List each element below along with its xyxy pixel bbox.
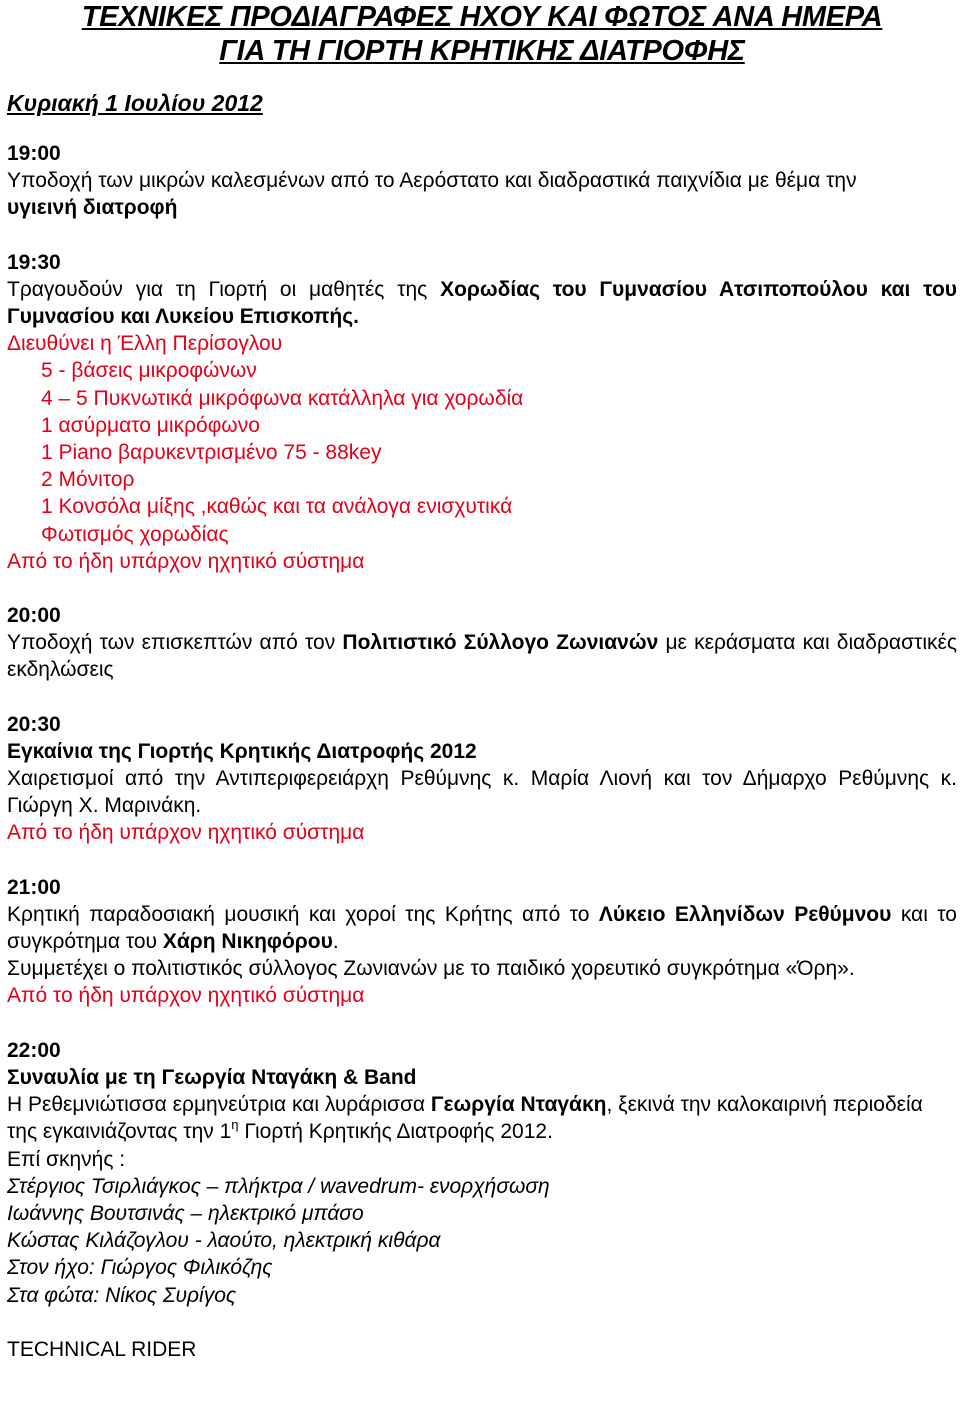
section-2000-body: Υποδοχή των επισκεπτών από τον xyxy=(7,631,336,655)
band-member: Στέργιος Τσιρλιάγκος – πλήκτρα / wavedrum- ενορχήσωση xyxy=(7,1174,550,1198)
equipment-list xyxy=(7,357,957,547)
section-2000-text xyxy=(7,629,957,683)
section-2100-bold-2: Χάρη Νικηφόρου xyxy=(162,930,333,954)
section-2000 xyxy=(7,602,957,684)
section-2200 xyxy=(7,1037,957,1309)
section-2200-body-2: , ξεκινά την καλοκαιρινή περιοδεία της εγκαινιάζοντας την 1 xyxy=(7,1093,923,1144)
equipment-item: 5 - βάσεις μικροφώνων xyxy=(41,359,257,383)
section-2200-body: Η Ρεθεμνιώτισσα ερμηνεύτρια και λυράρισσα xyxy=(7,1093,426,1117)
section-1930-body: Τραγουδούν για τη Γιορτή οι μαθητές της xyxy=(7,277,428,301)
band-members xyxy=(7,1173,957,1309)
band-member: Στον ήχο: Γιώργος Φιλικόζης xyxy=(7,1256,273,1280)
event-date: Κυριακή 1 Ιουλίου 2012 xyxy=(7,90,263,116)
document-page xyxy=(7,0,957,1363)
section-2100-text-2: Συμμετέχει ο πολιτιστικός σύλλογος Ζωνιανών με το παιδικό χορευτικό συγκρότημα «Όρη». xyxy=(7,957,855,981)
time-1900: 19:00 xyxy=(7,142,61,165)
choir-director: Διευθύνει η Έλλη Περίσογλου xyxy=(7,332,283,356)
equipment-item: 1 Piano βαρυκεντρισμένο 75 - 88key xyxy=(41,441,382,465)
section-2100-body-2: και το συγκρότημα του xyxy=(7,902,957,954)
existing-system-note: Από το ήδη υπάρχον ηχητικό σύστημα xyxy=(7,984,365,1008)
section-1900-text xyxy=(7,167,957,221)
band-member: Κώστας Κιλάζογλου - λαούτο, ηλεκτρική κιθάρα xyxy=(7,1229,441,1253)
section-2000-body-end: με κεράσματα και διαδραστικές εκδηλώσεις xyxy=(7,631,957,682)
section-2200-bold: Γεωργία Νταγάκη xyxy=(430,1093,607,1117)
equipment-item: 1 Κονσόλα μίξης ,καθώς και τα ανάλογα ενισχυτικά xyxy=(41,495,513,519)
equipment-item: 4 – 5 Πυκνωτικά μικρόφωνα κατάλληλα για χορωδία xyxy=(41,386,524,410)
band-member: Ιωάννης Βουτσινάς – ηλεκτρικό μπάσο xyxy=(7,1201,364,1225)
section-2030-text: Χαιρετισμοί από την Αντιπεριφερειάρχη Ρεθύμνης κ. Μαρία Λιονή και τον Δήμαρχο Ρεθύμνης κ. Γιώργη Χ. Μαρινάκη. xyxy=(7,767,957,818)
section-1900-bold: υγιεινή διατροφή xyxy=(7,196,178,220)
document-title xyxy=(7,0,957,68)
opening-headline: Εγκαίνια της Γιορτής Κρητικής Διατροφής 2012 xyxy=(7,739,477,763)
existing-system-note: Από το ήδη υπάρχον ηχητικό σύστημα xyxy=(7,821,365,845)
band-member: Στα φώτα: Νίκος Συρίγος xyxy=(7,1283,237,1307)
section-2100-period: . xyxy=(332,930,339,954)
time-2100: 21:00 xyxy=(7,875,61,899)
section-2200-body-3: Γιορτή Κρητικής Διατροφής 2012. xyxy=(238,1120,553,1144)
section-2000-bold: Πολιτιστικό Σύλλογο Ζωνιανών xyxy=(342,631,659,655)
section-2200-text xyxy=(7,1091,957,1145)
section-2030 xyxy=(7,711,957,847)
equipment-item: Φωτισμός χορωδίας xyxy=(41,522,229,546)
section-2100-bold-1: Λύκειο Ελληνίδων Ρεθύμνου xyxy=(598,902,892,926)
time-2000: 20:00 xyxy=(7,604,61,628)
equipment-item: 2 Μόνιτορ xyxy=(41,468,135,492)
section-1900-body: Υποδοχή των μικρών καλεσμένων από το Αερόστατο και διαδραστικά παιχνίδια με θέμα την xyxy=(7,169,857,193)
title-line-2: ΓΙΑ ΤΗ ΓΙΟΡΤΗ ΚΡΗΤΙΚΗΣ ΔΙΑΤΡΟΦΗΣ xyxy=(219,35,745,67)
time-2200: 22:00 xyxy=(7,1038,61,1062)
on-stage-label: Επί σκηνής : xyxy=(7,1147,126,1171)
technical-rider-heading: TECHNICAL RIDER xyxy=(7,1337,197,1361)
section-2100 xyxy=(7,874,957,1010)
ordinal-superscript: η xyxy=(231,1117,239,1133)
time-2030: 20:30 xyxy=(7,712,61,736)
section-1900 xyxy=(7,140,957,222)
section-1930-bold: Χορωδίας του Γυμνασίου Ατσιποπούλου και του Γυμνασίου και Λυκείου Επισκοπής. xyxy=(7,277,957,329)
section-1930-text xyxy=(7,276,957,330)
section-1930 xyxy=(7,249,957,575)
concert-headline: Συναυλία με τη Γεωργία Νταγάκη & Band xyxy=(7,1065,417,1089)
section-2100-body: Κρητική παραδοσιακή μουσική και χοροί της Κρήτης από το xyxy=(7,902,590,926)
existing-system-note: Από το ήδη υπάρχον ηχητικό σύστημα xyxy=(7,549,365,573)
section-2100-text xyxy=(7,901,957,955)
time-1930: 19:30 xyxy=(7,250,61,274)
title-line-1: ΤΕΧΝΙΚΕΣ ΠΡΟΔΙΑΓΡΑΦΕΣ ΗΧΟΥ ΚΑΙ ΦΩΤΟΣ ΑΝΑ ΗΜΕΡΑ xyxy=(81,1,883,33)
equipment-item: 1 ασύρματο μικρόφωνο xyxy=(41,413,260,437)
